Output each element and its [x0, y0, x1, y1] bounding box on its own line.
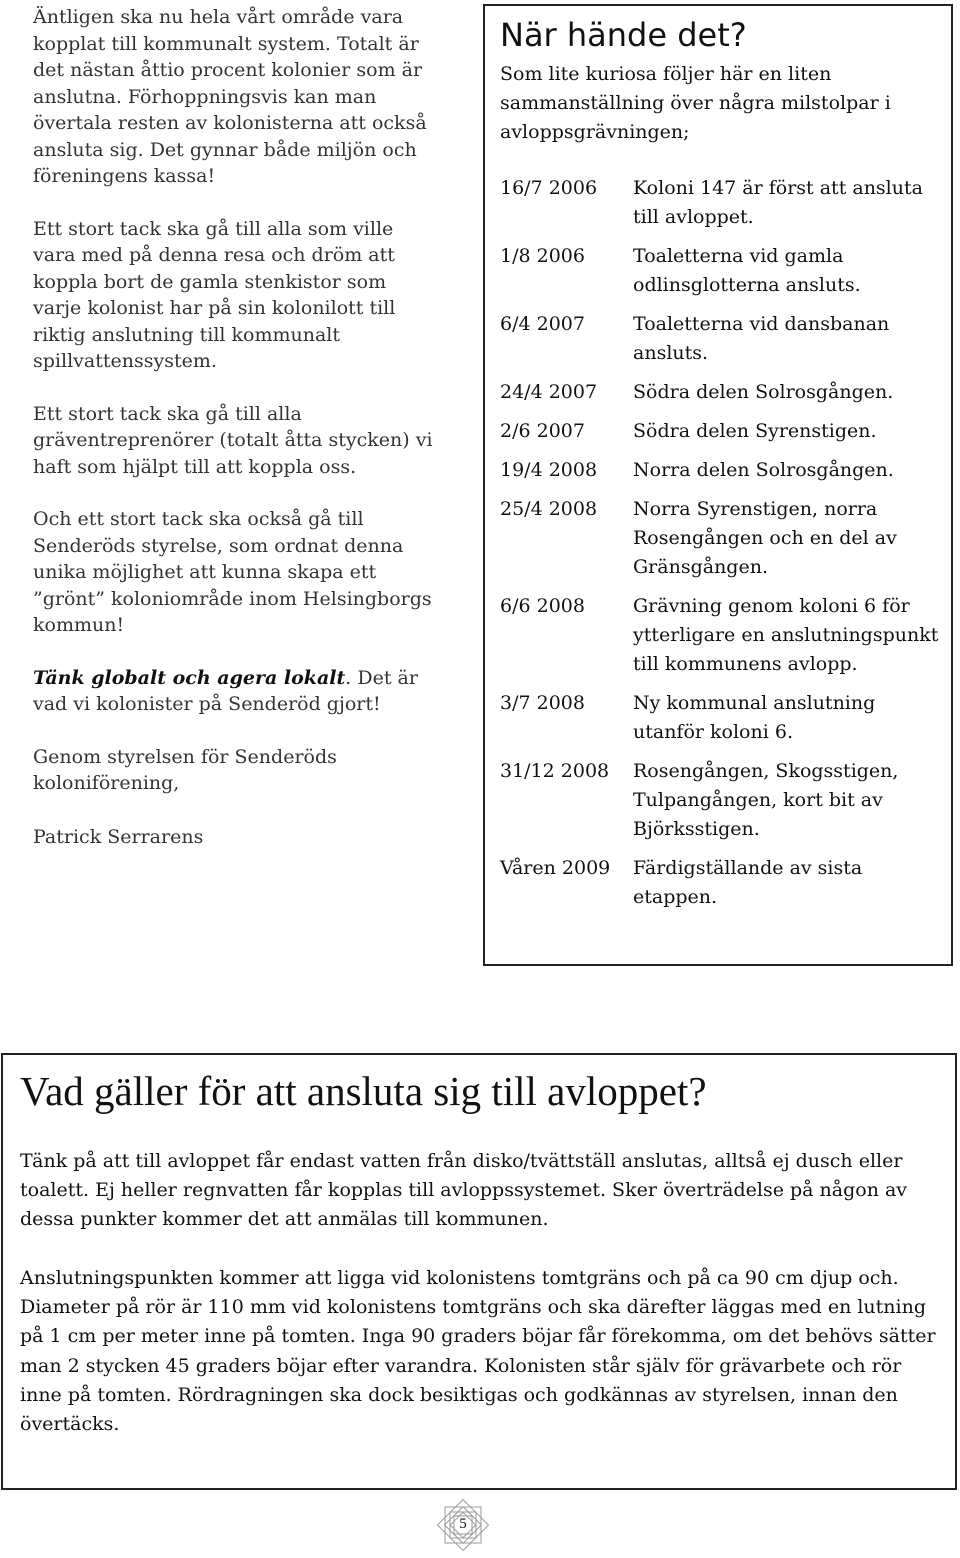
- timeline-date: 6/4 2007: [500, 313, 585, 335]
- timeline-item: [500, 854, 950, 912]
- timeline-item: [500, 495, 950, 582]
- rules-title: Vad gäller för att ansluta sig till avloppet?: [20, 1068, 707, 1114]
- author-name: Patrick Serrarens: [33, 825, 204, 848]
- timeline-list: [500, 174, 950, 922]
- slogan-paragraph: [33, 665, 433, 718]
- timeline-date: 25/4 2008: [500, 498, 598, 520]
- page-number: 5: [459, 1516, 467, 1532]
- timeline-item: [500, 378, 950, 407]
- slogan-rest-text: . Det är vad vi kolonister på Senderöd gjort!: [33, 666, 418, 715]
- timeline-event: Toaletterna vid gamla odlinsglotterna ansluts.: [633, 245, 861, 296]
- timeline-event: Södra delen Syrenstigen.: [633, 420, 877, 442]
- timeline-date: 31/12 2008: [500, 760, 610, 782]
- timeline-date: 24/4 2007: [500, 381, 598, 403]
- timeline-item: [500, 174, 950, 232]
- rules-box: [1, 1053, 957, 1490]
- timeline-date: 2/6 2007: [500, 420, 585, 442]
- timeline-event: Södra delen Solrosgången.: [633, 381, 894, 403]
- timeline-intro: Som lite kuriosa följer här en liten sammanställning över några milstolpar i avloppsgrävningen;: [500, 63, 891, 143]
- timeline-date: Våren 2009: [500, 857, 611, 879]
- rules-paragraph-connection: Anslutningspunkten kommer att ligga vid kolonistens tomtgräns och på ca 90 cm djup och. Diameter på rör är 110 mm vid kolonistens tomtgräns och ska därefter läggas med en lutning på 1 cm per meter inne på tomten. Inga 90 graders böjar får förekomma, om det behövs sätter man 2 stycken 45 graders böjar efter varandra. Kolonisten står själv för grävarbete och rör inne på tomten. Rördragningen ska dock besiktigas och godkännas av styrelsen, innan den övertäcks.: [20, 1267, 936, 1436]
- timeline-event: Norra delen Solrosgången.: [633, 459, 894, 481]
- timeline-event: Grävning genom koloni 6 för ytterligare en anslutningspunkt till kommunens avlopp.: [633, 595, 939, 675]
- timeline-event: Rosengången, Skogsstigen, Tulpangången, kort bit av Björksstigen.: [633, 760, 899, 840]
- timeline-item: [500, 417, 950, 446]
- timeline-box: [483, 4, 953, 966]
- thanks-contractors-paragraph: Ett stort tack ska gå till alla gräventreprenörer (totalt åtta stycken) vi haft som hjälpt till att koppla oss.: [33, 402, 433, 478]
- thanks-members-paragraph: Ett stort tack ska gå till alla som ville vara med på denna resa och dröm att koppla bort de gamla stenkistor som varje kolonist har på sin kolonilott till riktig anslutning till kommunalt spillvattenssystem.: [33, 217, 396, 372]
- timeline-event: Ny kommunal anslutning utanför koloni 6.: [633, 692, 876, 743]
- page-number-marker: [433, 1496, 493, 1554]
- timeline-date: 19/4 2008: [500, 459, 598, 481]
- thanks-board-paragraph: Och ett stort tack ska också gå till Senderöds styrelse, som ordnat denna unika möjlighet att kunna skapa ett ”grönt” koloniområde inom Helsingborgs kommun!: [33, 508, 432, 636]
- timeline-date: 3/7 2008: [500, 692, 585, 714]
- timeline-date: 16/7 2006: [500, 177, 598, 199]
- timeline-event: Koloni 147 är först att ansluta till avloppet.: [633, 177, 923, 228]
- timeline-item: [500, 757, 950, 844]
- timeline-date: 1/8 2006: [500, 245, 585, 267]
- timeline-event: Norra Syrenstigen, norra Rosengången och en del av Gränsgången.: [633, 498, 897, 578]
- timeline-event: Färdigställande av sista etappen.: [633, 857, 863, 908]
- timeline-item: [500, 456, 950, 485]
- timeline-event: Toaletterna vid dansbanan ansluts.: [633, 313, 890, 364]
- timeline-title: När hände det?: [500, 16, 747, 54]
- timeline-item: [500, 592, 950, 679]
- left-column: [33, 4, 433, 876]
- timeline-item: [500, 689, 950, 747]
- timeline-item: [500, 242, 950, 300]
- timeline-item: [500, 310, 950, 368]
- signature-line: Genom styrelsen för Senderöds koloniförening,: [33, 745, 337, 794]
- timeline-date: 6/6 2008: [500, 595, 585, 617]
- rules-paragraph-water: Tänk på att till avloppet får endast vatten från disko/tvättställ anslutas, alltså ej dusch eller toalett. Ej heller regnvatten får kopplas till avloppssystemet. Sker överträdelse på någon av dessa punkter kommer det att anmälas till kommunen.: [20, 1150, 908, 1231]
- slogan-text: Tänk globalt och agera lokalt: [33, 666, 346, 689]
- intro-paragraph: Äntligen ska nu hela vårt område vara kopplat till kommunalt system. Totalt är det nästan åttio procent kolonier som är anslutna. Förhoppningsvis kan man övertala resten av kolonisterna att också ansluta sig. Det gynnar både miljön och föreningens kassa!: [33, 6, 427, 187]
